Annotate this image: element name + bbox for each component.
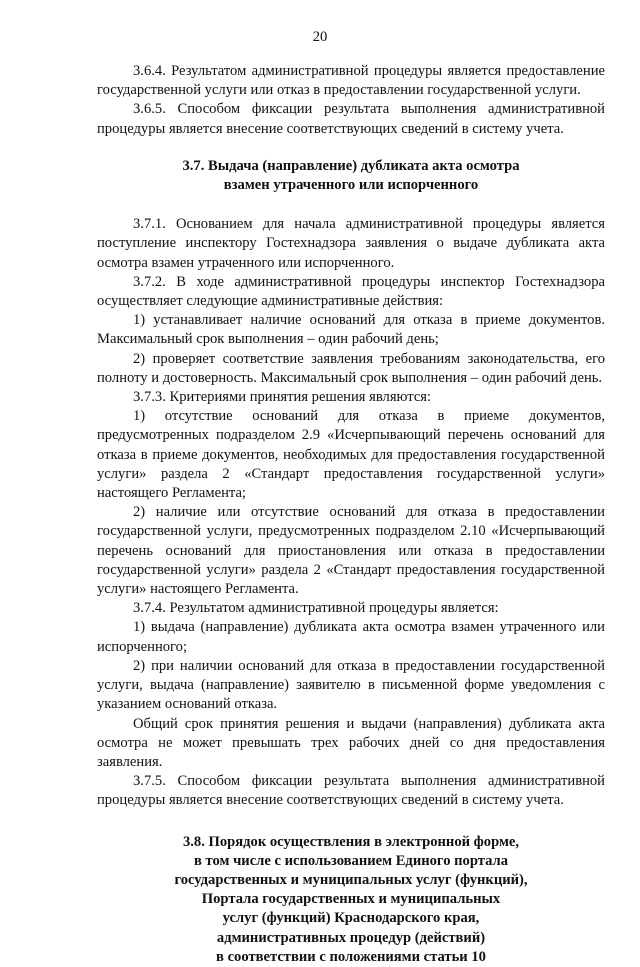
section-3-7-heading <box>97 157 605 195</box>
paragraph-3-7-3-item-1: 1) отсутствие оснований для отказа в приеме документов, предусмотренных подразделом 2.9 «Исчерпывающий перечень оснований для отказа в приеме документов, необходимых для предоставления государственной услуги» раздела 2 «Стандарт предоставления государственной услуги» настоящего Регламента; <box>97 408 605 502</box>
section-3-7-heading-line-1: 3.7. Выдача (направление) дубликата акта осмотра <box>182 157 520 174</box>
section-3-7-heading-line-2: взамен утраченного или испорченного <box>223 177 479 194</box>
section-3-8-heading-line-1: 3.8. Порядок осуществления в электронной форме, <box>182 833 520 850</box>
section-3-8-heading <box>97 833 605 967</box>
paragraph-3-7-4-item-1: 1) выдача (направление) дубликата акта осмотра взамен утраченного или испорченного; <box>97 619 605 655</box>
paragraph-3-7-2-item-2: 2) проверяет соответствие заявления требованиям законодательства, его полноту и достоверность. Максимальный срок выполнения – один рабочий день. <box>97 350 605 386</box>
paragraph-3-7-4: 3.7.4. Результатом административной процедуры является: <box>133 600 499 617</box>
paragraph-3-7-3-item-2: 2) наличие или отсутствие оснований для отказа в предоставлении государственной услуги, предусмотренных подразделом 2.10 «Исчерпывающий перечень оснований для приостановления или отказа в предоставлении государственной услуги» раздела 2 «Стандарт предоставления государственной услуги» настоящего Регламента. <box>97 504 605 598</box>
paragraph-3-7-2-item-1: 1) устанавливает наличие оснований для отказа в приеме документов. Максимальный срок выполнения – один рабочий день; <box>97 312 605 348</box>
paragraph-3-7-5: 3.7.5. Способом фиксации результата выполнения административной процедуры является внесение соответствующих сведений в систему учета. <box>97 773 605 809</box>
section-3-8-heading-line-7: в соответствии с положениями статьи 10 <box>216 948 486 965</box>
section-3-8-heading-line-3: государственных и муниципальных услуг (функций), <box>174 871 528 888</box>
page-number: 20 <box>312 29 328 45</box>
section-3-8-heading-line-2: в том числе с использованием Единого портала <box>193 852 509 869</box>
section-3-8-heading-line-4: Портала государственных и муниципальных <box>201 891 501 908</box>
paragraph-3-7-1: 3.7.1. Основанием для начала административной процедуры является поступление инспектору Гостехнадзора заявления о выдаче дубликата акта осмотра взамен утраченного или испорченного. <box>97 216 605 271</box>
paragraph-3-6-5: 3.6.5. Способом фиксации результата выполнения административной процедуры является внесение соответствующих сведений в систему учета. <box>97 101 605 137</box>
paragraph-3-7-4-item-2: 2) при наличии оснований для отказа в предоставлении государственной услуги, выдача (направление) заявителю в письменной форме уведомления с указанием оснований отказа. <box>97 657 605 713</box>
document-body <box>97 62 605 967</box>
section-3-8-heading-line-5: услуг (функций) Краснодарского края, <box>222 910 480 927</box>
paragraph-3-7-3: 3.7.3. Критериями принятия решения являются: <box>133 389 432 406</box>
paragraph-3-6-4: 3.6.4. Результатом административной процедуры является предоставление государственной услуги или отказ в предоставлении государственной услуги. <box>97 63 605 99</box>
paragraph-3-7-4-term: Общий срок принятия решения и выдачи (направления) дубликата акта осмотра не может превышать трех рабочих дней со дня предоставления заявления. <box>97 715 605 770</box>
paragraph-3-7-2: 3.7.2. В ходе административной процедуры инспектор Гостехнадзора осуществляет следующие административные действия: <box>97 273 605 310</box>
section-3-8-heading-line-6: административных процедур (действий) <box>216 929 486 946</box>
